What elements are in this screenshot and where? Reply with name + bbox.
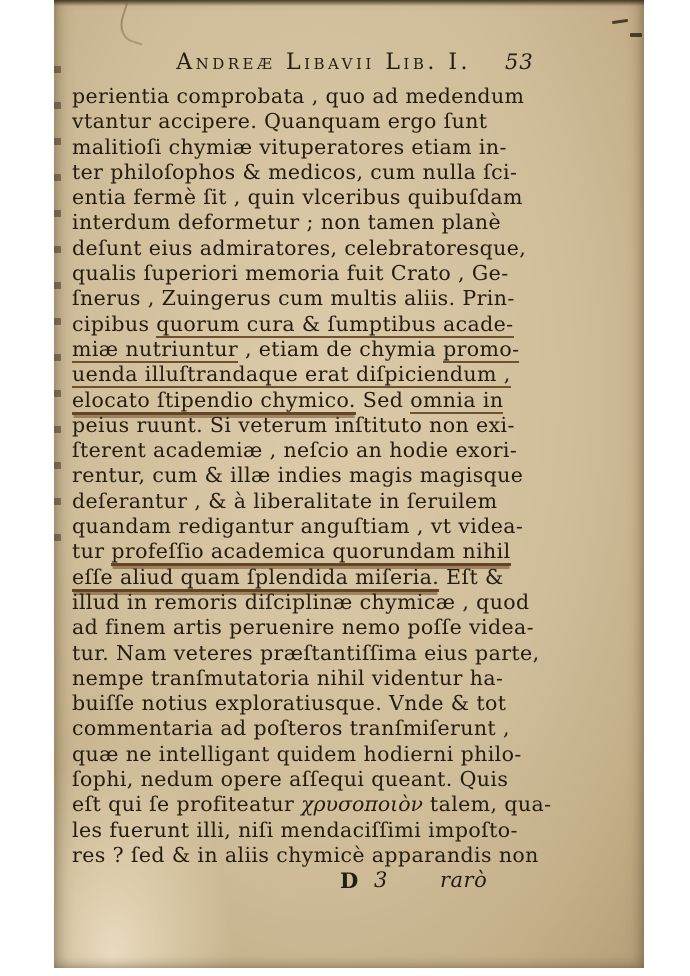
text-line: deſerantur , & à liberalitate in ſeruilem — [72, 488, 498, 513]
page-number: 53 — [505, 50, 534, 74]
text-line: illud in remoris diſciplinæ chymicæ , quod — [72, 589, 530, 614]
ink-speck — [612, 19, 628, 24]
gutter-text-fragments — [54, 66, 61, 566]
header-title: Andreæ Libavii Lib. I. — [176, 50, 472, 75]
text-line: commentaria ad poſteros tranſmiſerunt , — [72, 716, 510, 741]
text-line: eſſe aliud quam ſplendida miſeria. Eſt & — [72, 565, 639, 590]
text-line: ſterent academiæ , neſcio an hodie exori- — [72, 438, 518, 463]
text-line: nempe tranſmutatoria nihil videntur ha- — [72, 665, 504, 690]
running-header — [72, 50, 638, 78]
text-line: peius ruunt. Si veterum inſtituto non exi- — [72, 412, 515, 437]
text-line: eſt qui ſe profiteatur χρυσοποιὸν talem, qua- — [72, 792, 552, 817]
text-line: elocato ſtipendio chymico. Sed omnia in — [72, 388, 639, 413]
text-line: buiſſe notius exploratiusque. Vnde & tot — [72, 691, 507, 716]
text-line: ſophi, nedum opere aſſequi queant. Quis — [72, 767, 509, 792]
text-line: les fuerunt illi, niſi mendaciſſimi impoſto- — [72, 817, 518, 842]
catchword: rarò — [440, 868, 488, 892]
text-line: quandam redigantur anguſtiam , vt videa- — [72, 514, 524, 539]
text-line: miæ nutriuntur , etiam de chymia promo- — [72, 336, 520, 361]
text-line: interdum deformetur ; non tamen planè — [72, 210, 501, 235]
text-line: rentur, cum & illæ indies magis magisque — [72, 463, 524, 488]
text-line: malitioſi chymiæ vituperatores etiam in- — [72, 134, 507, 159]
signature-mark: D — [340, 868, 359, 893]
text-line: uenda illuſtrandaque erat diſpiciendum , — [72, 362, 511, 387]
text-line: deſunt eius admiratores, celebratoresque, — [72, 235, 527, 260]
text-line: res ? ſed & in aliis chymicè apparandis non — [72, 842, 539, 867]
page-footer — [72, 868, 638, 896]
ink-squiggle-mark — [115, 3, 153, 46]
text-line: perientia comprobata , quo ad medendum — [72, 84, 525, 108]
body-text — [72, 84, 639, 868]
text-line: tur profeſſio academica quorundam nihil — [72, 539, 639, 564]
ink-speck — [630, 33, 642, 37]
page-top-edge-shadow — [54, 0, 644, 6]
greek-word: χρυσοποιὸν — [301, 792, 424, 817]
signature-number: 3 — [374, 868, 388, 892]
text-line: vtantur accipere. Quanquam ergo ſunt — [72, 109, 488, 134]
text-line: ſnerus , Zuingerus cum multis aliis. Prin- — [72, 286, 515, 311]
text-line: entia fermè ſit , quin vlceribus quibuſdam — [72, 185, 523, 210]
text-line: qualis ſuperiori memoria fuit Crato , Ge- — [72, 261, 509, 286]
text-line: tur. Nam veteres præſtantiſſima eius parte, — [72, 640, 540, 665]
text-line: ad finem artis peruenire nemo poſſe videa- — [72, 615, 535, 640]
text-line: ter philoſophos & medicos, cum nulla ſci- — [72, 159, 518, 184]
text-line: quæ ne intelligant quidem hodierni philo- — [72, 741, 522, 766]
text-line: cipibus quorum cura & ſumptibus acade- — [72, 311, 514, 336]
book-page — [54, 0, 644, 968]
